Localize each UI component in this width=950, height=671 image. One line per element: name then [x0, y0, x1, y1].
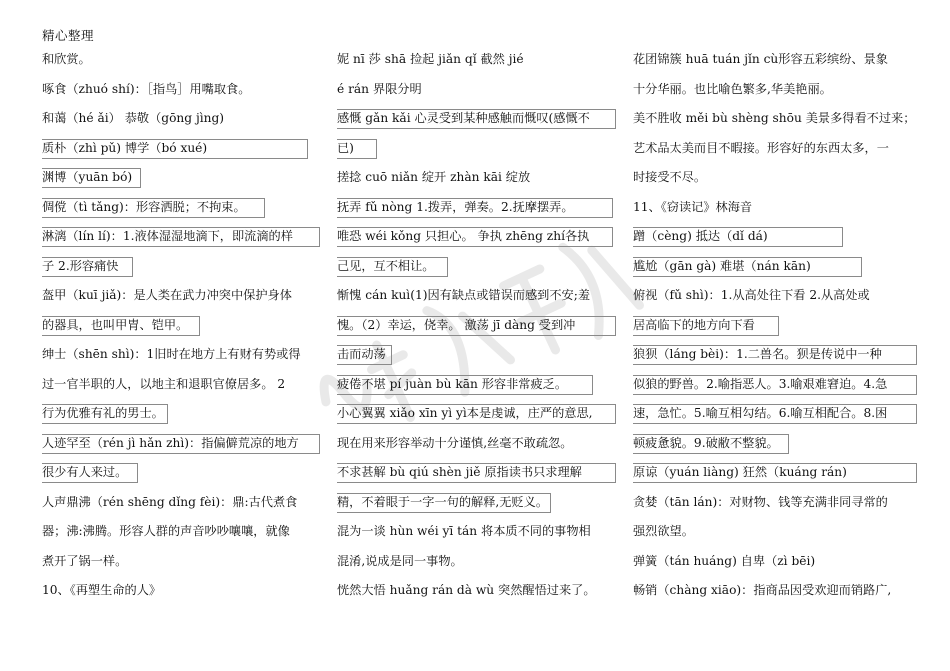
text-line: 美不胜收 měi bù shèng shōu 美景多得看不过来； — [633, 111, 916, 125]
column-right — [633, 45, 921, 606]
text-line: é rán 界限分明 — [337, 81, 422, 96]
text-line: 啄食（zhuó shí)：［指鸟］用嘴取食。 — [42, 81, 251, 96]
text-line: 混淆,说成是同一事物。 — [337, 553, 463, 568]
text-line: 蹭（cèng) 抵达（dǐ dá) — [633, 222, 921, 252]
section-heading: 10、《再塑生命的人》 — [42, 583, 162, 597]
text-line: 小心翼翼 xiǎo xīn yì yì本是虔诚，庄严的意思, — [337, 399, 620, 429]
text-line: 畅销（chàng xiāo)：指商品因受欢迎而销路广, — [633, 583, 892, 597]
text-line: 和欣赏。 — [42, 52, 91, 66]
text-line: 弹簧（tán huáng) 自卑（zì bēi) — [633, 553, 816, 568]
text-line: 混为一谈 hùn wéi yī tán 将本质不同的事物相 — [337, 524, 591, 538]
text-line: 愧。（2）幸运，侥幸。 激荡 jī dàng 受到冲 — [337, 311, 620, 341]
text-line: 人声鼎沸（rén shēng dǐng fèi)：鼎:古代煮食 — [42, 494, 298, 509]
text-line: 现在用来形容举动十分谨慎,丝毫不敢疏忽。 — [337, 435, 573, 450]
text-line: 十分华丽。也比喻色繁多,华美艳丽。 — [633, 81, 832, 96]
text-line: 似狼的野兽。2.喻指恶人。3.喻艰难窘迫。4.急 — [633, 370, 921, 400]
text-line: 居高临下的地方向下看 — [633, 311, 921, 341]
section-heading: 11、《窃读记》林海音 — [633, 199, 753, 214]
text-line: 渊博（yuān bó) — [42, 163, 322, 193]
text-line: 贪婪（tān lán)：对财物、钱等充满非同寻常的 — [633, 494, 888, 509]
text-line: 淋漓（lín lí)：1.液体湿湿地滴下，即流滴的样 — [42, 222, 322, 252]
text-line: 艺术品太美而目不暇接。形容好的东西太多，一 — [633, 140, 889, 155]
text-line: 很少有人来过。 — [42, 458, 322, 488]
text-line: 原谅（yuán liàng) 狂然（kuáng rán) — [633, 458, 921, 488]
text-line: 绅士（shēn shì)：1旧时在地方上有财有势或得 — [42, 347, 301, 361]
text-line: 不求甚解 bù qiú shèn jiě 原指读书只求理解 — [337, 458, 620, 488]
text-line: 速，急忙。5.喻互相勾结。6.喻互相配合。8.困 — [633, 399, 921, 429]
text-line: 抚弄 fǔ nòng 1.拨弄，弹奏。2.抚摩摆弄。 — [337, 193, 620, 223]
text-line: 惭愧 cán kuì(1)因有缺点或错误而感到不安;羞 — [337, 288, 591, 302]
text-line: 唯恐 wéi kǒng 只担心。 争执 zhēng zhí各执 — [337, 222, 620, 252]
text-line: 人迹罕至（rén jì hǎn zhì)：指偏僻荒凉的地方 — [42, 429, 322, 459]
text-line: 时接受不尽。 — [633, 170, 707, 184]
text-line: 妮 nī 莎 shā 捡起 jiǎn qǐ 截然 jié — [337, 52, 524, 66]
text-line: 已) — [337, 134, 620, 164]
text-line: 强烈欲望。 — [633, 524, 694, 538]
text-line: 的器具，也叫甲胄、铠甲。 — [42, 311, 322, 341]
text-line: 器；沸:沸腾。形容人群的声音吵吵嚷嚷，就像 — [42, 524, 290, 538]
text-line: 击而动荡 — [337, 340, 620, 370]
text-line: 俯视（fǔ shì)：1.从高处往下看 2.从高处或 — [633, 288, 870, 302]
column-left — [42, 45, 322, 606]
text-line: 行为优雅有礼的男士。 — [42, 399, 322, 429]
text-line: 搓捻 cuō niǎn 绽开 zhàn kāi 绽放 — [337, 170, 531, 184]
text-line: 倜傥（tì tǎng)：形容洒脱；不拘束。 — [42, 193, 322, 223]
text-line: 狼狈（láng bèi)：1.二兽名。狈是传说中一种 — [633, 340, 921, 370]
text-line: 精，不着眼于一字一句的解释,无贬义。 — [337, 488, 620, 518]
text-line: 己见，互不相让。 — [337, 252, 620, 282]
text-line: 煮开了锅一样。 — [42, 553, 128, 568]
text-line: 顿疲惫貌。9.破敝不整貌。 — [633, 429, 921, 459]
text-line: 子 2.形容痛快 — [42, 252, 322, 282]
page-header: 精心整理 — [42, 28, 95, 43]
text-line: 花团锦簇 huā tuán jǐn cù形容五彩缤纷、景象 — [633, 52, 888, 66]
text-line: 盔甲（kuī jiǎ)：是人类在武力冲突中保护身体 — [42, 288, 292, 302]
text-line: 感慨 gǎn kǎi 心灵受到某种感触而慨叹(感慨不 — [337, 104, 620, 134]
text-line: 和蔼（hé ǎi） 恭敬（gōng jìng) — [42, 111, 225, 125]
column-middle — [337, 45, 620, 606]
text-line: 恍然大悟 huǎng rán dà wù 突然醒悟过来了。 — [337, 583, 596, 597]
text-line: 疲倦不堪 pí juàn bù kān 形容非常疲乏。 — [337, 370, 620, 400]
text-line: 尴尬（gān gà) 难堪（nán kān) — [633, 252, 921, 282]
text-line: 质朴（zhì pǔ) 博学（bó xué) — [42, 134, 322, 164]
text-line: 过一官半职的人，以地主和退职官僚居多。 2 — [42, 376, 286, 391]
